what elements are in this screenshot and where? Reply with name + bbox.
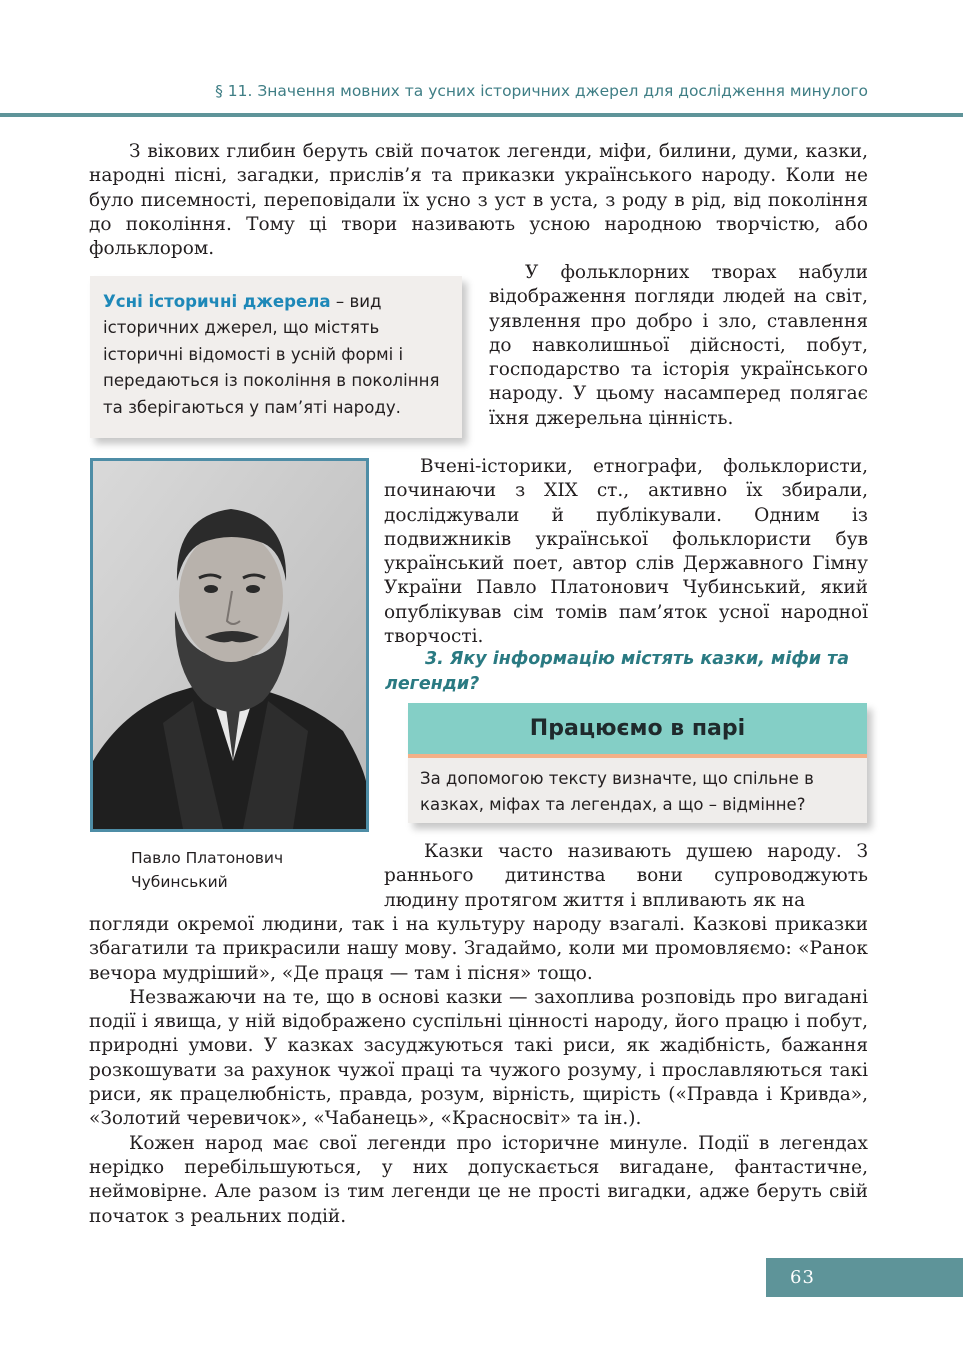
folklore-text xyxy=(489,261,868,431)
values-paragraph: Незважаючи на те, що в основі казки — захоплива розповідь про вигадані події і явища, у ній відображено суспільні цінності народу, його працю і побут, природні умови. У казках засуджуються такі риси, як жадібність, бажання розкошувати за рахунок чужої праці та чужого розуму, і прославляються такі риси, як працелюбність, правда, розум, вірність, щирість («Правда і Кривда», «Золотий черевичок», «Чабанець», «Красносвіт» та ін.). xyxy=(89,986,868,1130)
definition-text: – вид історичних джерел, що містять історичні відомості в усній формі і передаються із покоління в покоління та зберігаються у пам’яті народу. xyxy=(103,292,440,417)
scholars-text xyxy=(384,455,868,649)
scholars-paragraph: Вчені-історики, етнографи, фольклористи, починаючи з XIX ст., активно їх збирали, досліджували й публікували. Одним із подвижників української фольклористи був український поет, автор слів Державного Гімну України Павло Платонович Чубинський, який опублікував сім томів пам’яток усної народної творчості. xyxy=(384,456,868,648)
intro-text xyxy=(89,140,868,261)
section-header: § 11. Значення мовних та усних історичних джерел для дослідження минулого xyxy=(215,82,868,100)
header-rule xyxy=(0,113,963,117)
portrait-image xyxy=(93,461,366,829)
bottom-text xyxy=(89,913,868,1229)
pair-work-title: Працюємо в парі xyxy=(408,703,867,754)
legends-paragraph: Кожен народ має свої легенди про історичне минуле. Події в легендах нерідко перебільшуються, у них допускається вигадане, фантастичне, неймовірне. Але разом із тим легенди це не прості вигадки, адже беруть свій початок з реальних подій. xyxy=(89,1132,868,1227)
definition-term: Усні історичні джерела xyxy=(103,292,331,311)
tales-paragraph-continued: погляди окремої людини, так і на культуру народу взагалі. Казкові приказки збагатили та прикрасили нашу мову. Згадаймо, коли ми промовляємо: «Ранок вечора мудріший», «Де праця — там і пісня» тощо. xyxy=(89,914,868,984)
portrait-photo xyxy=(90,458,369,832)
caption-line-1: Павло Платонович xyxy=(131,849,284,867)
tales-paragraph-text: Казки часто називають душею народу. З раннього дитинства вони супроводжують людину протягом життя і впливають як на xyxy=(384,841,868,911)
definition-box xyxy=(90,276,462,438)
pair-work-task: За допомогою тексту визначте, що спільне в казках, міфах та легендах, а що – відмінне? xyxy=(408,758,867,823)
folklore-paragraph: У фольклорних творах набули відображення погляди людей на світ, уявлення про добро і зло, ставлення до навколишньої дійсності, побут, господарство та історія українського народу. У цьому насамперед полягає їхня джерельна цінність. xyxy=(489,262,868,429)
intro-paragraph: З вікових глибин беруть свій початок легенди, міфи, билини, думи, казки, народні пісні, загадки, прислів’я та приказки українського народу. Коли не було писемності, переповідали їх усно з уст в уста, з роду в рід, від покоління до покоління. Тому ці твори називають усною народною творчістю, або фольклором. xyxy=(89,141,868,260)
pair-work-box xyxy=(408,703,867,823)
caption-line-2: Чубинський xyxy=(131,873,228,891)
tales-text-top xyxy=(384,840,868,913)
tales-paragraph xyxy=(384,840,868,913)
question-3: 3. Яку інформацію містять казки, міфи та легенди? xyxy=(385,649,850,694)
page-number: 63 xyxy=(790,1267,815,1288)
photo-caption xyxy=(131,846,351,894)
page-number-tab xyxy=(766,1258,963,1297)
